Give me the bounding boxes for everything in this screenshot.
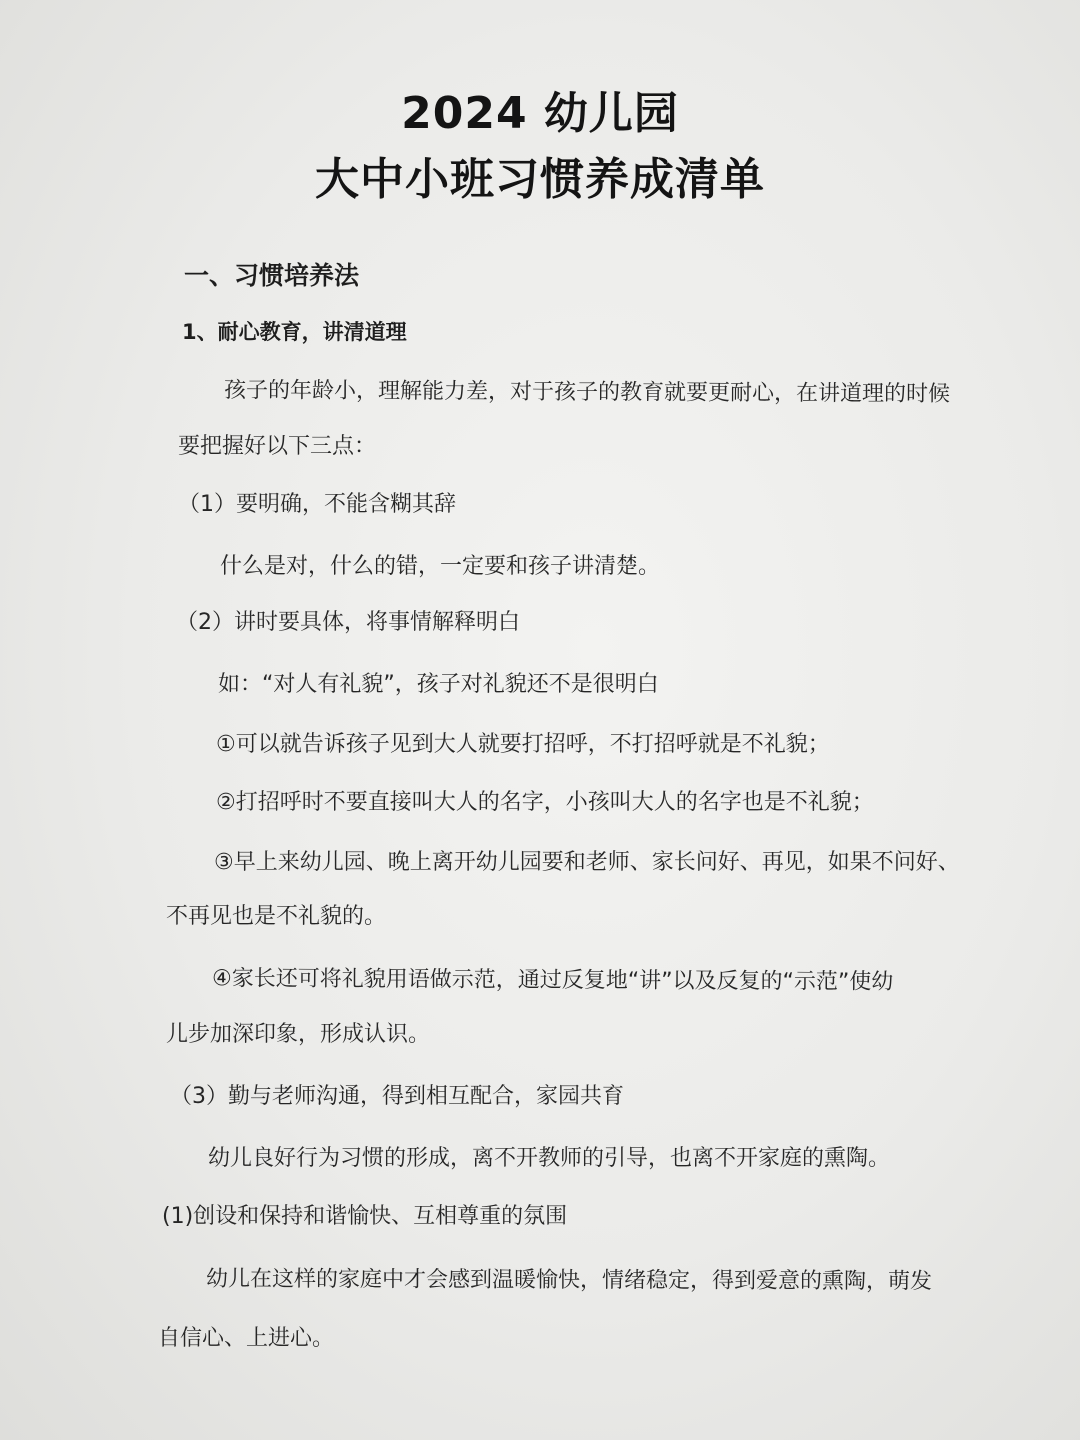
- list-item-heading: （2）讲时要具体，将事情解释明白: [176, 610, 520, 635]
- paragraph-line: 自信心、上进心。: [158, 1326, 335, 1351]
- paragraph-line: ③早上来幼儿园、晚上离开幼儿园要和老师、家长问好、再见，如果不问好、: [214, 850, 960, 875]
- list-item-heading: （1）要明确，不能含糊其辞: [178, 492, 456, 517]
- section-heading: 一、习惯培养法: [184, 261, 360, 290]
- subheading-1: 1、耐心教育，讲清道理: [182, 320, 407, 344]
- paragraph-line: 幼儿良好行为习惯的形成，离不开教师的引导，也离不开家庭的熏陶。: [208, 1146, 891, 1171]
- paragraph-line: 幼儿在这样的家庭中才会感到温暖愉快，情绪稳定，得到爱意的熏陶，萌发: [205, 1266, 933, 1295]
- list-item-heading: （3）勤与老师沟通，得到相互配合，家园共育: [170, 1084, 624, 1109]
- paragraph-line: ①可以就告诉孩子见到大人就要打招呼，不打招呼就是不礼貌；: [216, 732, 830, 757]
- paragraph-line: 儿步加深印象，形成认识。: [166, 1022, 431, 1047]
- paragraph-line: 孩子的年龄小，理解能力差，对于孩子的教育就要更耐心，在讲道理的时候: [223, 378, 951, 407]
- paragraph-line: ②打招呼时不要直接叫大人的名字，小孩叫大人的名字也是不礼貌；: [216, 790, 874, 815]
- paragraph-line: ④家长还可将礼貌用语做示范，通过反复地“讲”以及反复的“示范”使幼: [211, 966, 894, 995]
- paragraph-line: 如：“对人有礼貌”，孩子对礼貌还不是很明白: [218, 672, 659, 697]
- paragraph-line: 什么是对，什么的错，一定要和孩子讲清楚。: [220, 554, 661, 579]
- paragraph-line: 不再见也是不礼貌的。: [166, 904, 387, 929]
- paragraph-line: 要把握好以下三点：: [178, 434, 377, 459]
- document-title-line-2: 大中小班习惯养成清单: [315, 154, 765, 205]
- document-title-line-1: 2024 幼儿园: [401, 88, 679, 139]
- list-item-heading: (1)创设和保持和谐愉快、互相尊重的氛围: [162, 1204, 568, 1229]
